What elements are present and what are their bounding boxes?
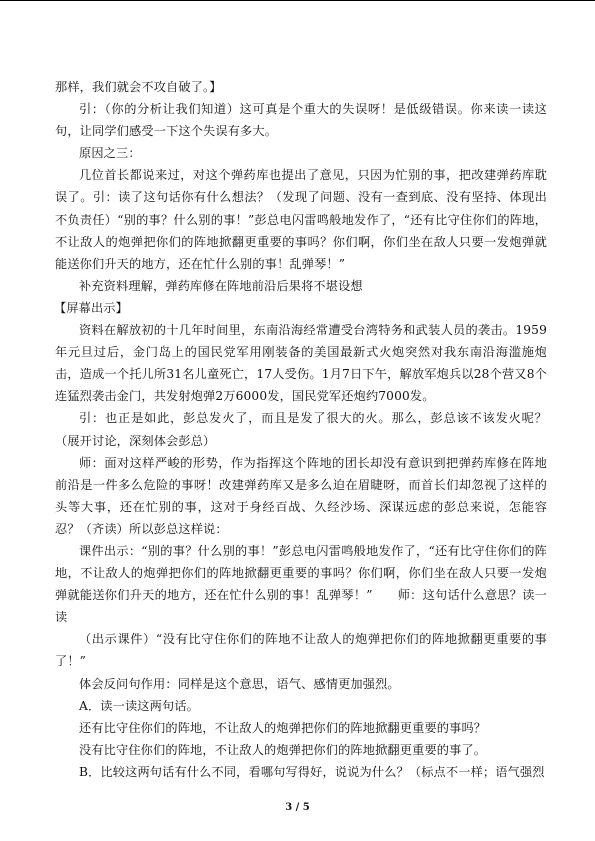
list-item: 还有比守住你们的阵地，不让敌人的炮弹把你们的阵地掀翻更重要的事吗？ xyxy=(79,720,487,735)
paragraph: 那样，我们就会不攻自破了。】 xyxy=(55,80,222,94)
document-body xyxy=(55,76,547,783)
paragraph: 几位首长都说来过，对这个弹药库也提出了意见，只因为忙别的事，把改建弹药库耽误了。引：读了这句话你有什么想法？（发现了问题、没有一查到底、没有坚持、体现出不负责任）“别的事？什么别的事！”彭总电闪雷鸣般地发作了，“还有比守住你们的阵地，不让敌人的炮弹把你们的阵地掀翻更重要的事吗？你们啊，你们坐在敌人只要一发炮弹就能送你们升天的地方，还在忙什么别的事！乱弹琴！” xyxy=(55,168,547,271)
paragraph: 引：也正是如此，彭总发火了，而且是发了很大的火。那么，彭总该不该发火呢？（展开讨论，深刻体会彭总） xyxy=(55,411,547,448)
paragraph: 体会反问句作用：同样是这个意思，语气、感情更加强烈。 xyxy=(79,676,400,691)
section-heading: 原因之三： xyxy=(79,146,141,161)
list-item: 没有比守住你们的阵地，不让敌人的炮弹把你们的阵地掀翻更重要的事了。 xyxy=(79,742,487,757)
paragraph: 师：面对这样严峻的形势，作为指挥这个阵地的团长却没有意识到把弹药库修在阵地前沿是一件多么危险的事呀！改建弹药库又是多么迫在眉睫呀，而首长们却忽视了这样的头等大事，还在忙别的事，这对于身经百战、久经沙场、深谋远虑的彭总来说，怎能容忍？（齐读）所以彭总这样说： xyxy=(55,455,547,536)
paragraph: 资料在解放初的十几年时间里，东南沿海经常遭受台湾特务和武装人员的袭击。1959年元旦过后，金门岛上的国民党军用刚装备的美国最新式火炮突然对我东南沿海滥施炮击，造成一个托儿所31名儿童死亡，17人受伤。1月7日下午，解放军炮兵以28个营又8个连猛烈袭击金门，共发射炮弹2万6000发，国民党军还炮约7000发。 xyxy=(55,323,547,404)
list-item: B．比较这两句话有什么不同，看哪句写得好，说说为什么？（标点不一样；语气强烈 xyxy=(79,764,545,779)
page-number: 3 / 5 xyxy=(285,802,310,813)
top-rule xyxy=(0,0,595,1)
screen-label: 【屏幕出示】 xyxy=(54,300,129,315)
paragraph: 引：（你的分析让我们知道）这可真是个重大的失误呀！是低级错误。你来读一读这句，让同学们感受一下这个失误有多大。 xyxy=(55,102,547,139)
paragraph: 课件出示：“别的事？什么别的事！”彭总电闪雷鸣般地发作了，“还有比守住你们的阵地，不让敌人的炮弹把你们的阵地掀翻更重要的事吗？你们啊，你们坐在敌人只要一发炮弹就能送你们升天的地方，还在忙什么别的事！乱弹琴！” 师：这句话什么意思？读一读 xyxy=(55,543,547,625)
paragraph: 补充资料理解，弹药库修在阵地前沿后果将不堪设想 xyxy=(79,278,363,293)
paragraph: （出示课件）“没有比守住你们的阵地不让敌人的炮弹把你们的阵地掀翻更重要的事了！” xyxy=(55,632,547,669)
list-item: A．读一读这两句话。 xyxy=(79,698,199,713)
